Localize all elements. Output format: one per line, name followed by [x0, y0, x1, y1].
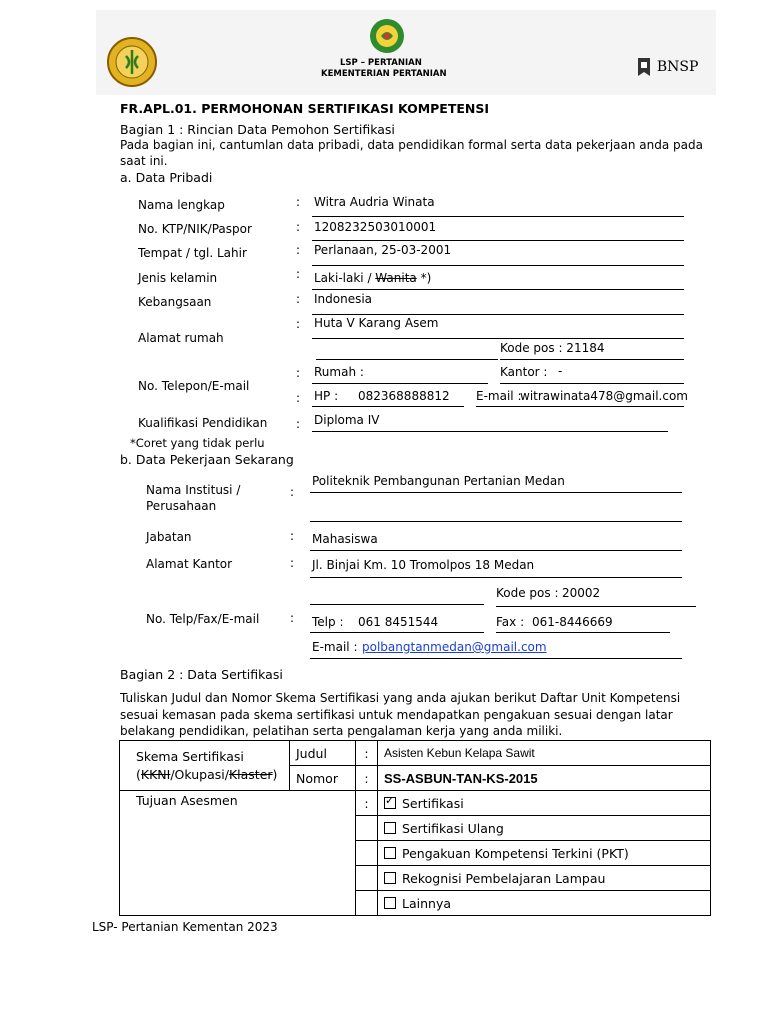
empty-cell — [356, 816, 378, 841]
bagian2-intro-line3: belakang pendidikan, pelatihan serta pengalaman kerja yang anda miliki. — [120, 724, 563, 738]
label-institusi-1: Nama Institusi / — [146, 483, 241, 497]
underline — [316, 359, 498, 360]
option-label: Rekognisi Pembelajaran Lampau — [402, 870, 606, 886]
section-a-heading: a. Data Pribadi — [120, 170, 213, 185]
value-ktp: 1208232503010001 — [314, 220, 437, 234]
nomor-label: Nomor — [290, 766, 356, 791]
jk-male: Laki-laki — [314, 271, 364, 285]
value-ttl: Perlanaan, 25-03-2001 — [314, 243, 452, 257]
underline — [500, 359, 684, 360]
underline — [476, 406, 684, 407]
tujuan-label: Tujuan Asesmen — [120, 791, 356, 916]
underline — [312, 383, 488, 384]
judul-label: Judul — [290, 741, 356, 766]
colon: : — [296, 391, 301, 405]
label-institusi-2: Perusahaan — [146, 499, 217, 513]
skema-type — [136, 766, 283, 784]
underline — [312, 216, 684, 217]
lsp-pertanian-logo-icon — [106, 36, 158, 88]
coret-note: *Coret yang tidak perlu — [130, 436, 265, 450]
underline — [312, 265, 684, 266]
skema-sertifikasi-table — [119, 740, 711, 916]
colon: : — [296, 220, 301, 234]
checkbox-checked-icon[interactable] — [384, 797, 396, 809]
kementerian-pertanian-emblem-icon — [369, 18, 405, 54]
label-jabatan: Jabatan — [146, 530, 192, 544]
bnsp-logo — [635, 56, 698, 78]
label-ttl: Tempat / tgl. Lahir — [138, 246, 247, 260]
underline — [310, 492, 682, 493]
value-hp: 082368888812 — [358, 389, 450, 403]
skema-okupasi: /Okupasi/ — [170, 766, 229, 782]
colon: : — [290, 611, 295, 625]
nomor-value: SS-ASBUN-TAN-KS-2015 — [378, 766, 711, 791]
underline — [312, 289, 684, 290]
label-nama: Nama lengkap — [138, 198, 225, 212]
value-institusi: Politeknik Pembangunan Pertanian Medan — [312, 474, 565, 488]
header-org-line2: KEMENTERIAN PERTANIAN — [321, 69, 447, 79]
header-org-line1: LSP – PERTANIAN — [340, 58, 422, 68]
colon: : — [296, 366, 301, 380]
label-email-kantor: E-mail : — [312, 640, 358, 654]
colon: : — [356, 741, 378, 766]
empty-cell — [356, 866, 378, 891]
label-telp-fax-email: No. Telp/Fax/E-mail — [146, 612, 260, 626]
underline — [496, 632, 670, 633]
bagian1-title: Bagian 1 : Rincian Data Pemohon Sertifikasi — [120, 122, 395, 137]
value-alamat: Huta V Karang Asem — [314, 316, 439, 330]
table-row — [120, 741, 711, 766]
value-kodepos-kantor: 20002 — [562, 586, 601, 600]
colon: : — [290, 485, 295, 499]
option-sertifikasi-ulang[interactable] — [378, 816, 711, 841]
option-pkt[interactable] — [378, 841, 711, 866]
paren-open: ( — [136, 766, 141, 782]
colon: : — [290, 556, 295, 570]
underline — [310, 658, 682, 659]
label-kodepos-kantor: Kode pos : — [496, 586, 559, 600]
value-nama: Witra Audria Winata — [314, 195, 435, 209]
underline — [310, 577, 682, 578]
underline — [310, 521, 682, 522]
value-kualifikasi: Diploma IV — [314, 413, 380, 427]
colon: : — [296, 317, 301, 331]
option-label: Pengakuan Kompetensi Terkini (PKT) — [402, 845, 629, 861]
value-telp-kantor: 061 8451544 — [358, 615, 439, 629]
colon: : — [296, 243, 301, 257]
jk-sep: / — [363, 271, 376, 285]
skema-kkni: KKNI — [140, 766, 171, 782]
option-lainnya[interactable] — [378, 891, 711, 916]
label-kualifikasi: Kualifikasi Pendidikan — [138, 416, 268, 430]
empty-cell — [356, 891, 378, 916]
value-email: witrawinata478@gmail.com — [520, 389, 688, 403]
label-ktp: No. KTP/NIK/Paspor — [138, 222, 252, 236]
bagian2-intro-line1: Tuliskan Judul dan Nomor Skema Sertifikasi yang anda ajukan berikut Daftar Unit Kompetensi — [120, 691, 681, 705]
header-strip — [96, 10, 716, 95]
checkbox-icon[interactable] — [384, 897, 396, 909]
underline — [310, 604, 484, 605]
value-jabatan: Mahasiswa — [312, 532, 378, 546]
value-alamat-kantor: Jl. Binjai Km. 10 Tromolpos 18 Medan — [312, 558, 535, 572]
label-email: E-mail : — [476, 389, 522, 403]
colon: : — [296, 292, 301, 306]
bagian2-title: Bagian 2 : Data Sertifikasi — [120, 667, 283, 682]
colon: : — [296, 195, 301, 209]
value-kodepos: Kode pos : 21184 — [500, 341, 605, 355]
skema-klaster: Klaster — [228, 766, 273, 782]
label-kantor: Kantor : — [500, 365, 548, 379]
underline — [312, 240, 684, 241]
bnsp-emblem-icon — [635, 56, 653, 78]
table-row — [120, 791, 711, 816]
underline — [312, 338, 684, 339]
skema-label: Skema Sertifikasi — [136, 748, 244, 764]
option-label: Sertifikasi — [402, 795, 464, 811]
option-label: Lainnya — [402, 895, 451, 911]
email-kantor-link[interactable]: polbangtanmedan@gmail.com — [362, 640, 547, 654]
section-b-heading: b. Data Pekerjaan Sekarang — [120, 452, 294, 467]
label-jenis-kelamin: Jenis kelamin — [138, 271, 218, 285]
underline — [310, 550, 682, 551]
jk-female: Wanita — [375, 271, 417, 285]
colon: : — [356, 791, 378, 816]
judul-value: Asisten Kebun Kelapa Sawit — [378, 741, 711, 766]
underline — [312, 431, 668, 432]
checkbox-icon[interactable] — [384, 847, 396, 859]
colon: : — [296, 267, 301, 281]
bagian1-intro-line2: saat ini. — [120, 154, 168, 168]
colon: : — [290, 529, 295, 543]
form-title: FR.APL.01. PERMOHONAN SERTIFIKASI KOMPETENSI — [120, 101, 490, 116]
empty-cell — [356, 841, 378, 866]
label-kebangsaan: Kebangsaan — [138, 295, 212, 309]
label-telepon: No. Telepon/E-mail — [138, 379, 250, 393]
bagian2-intro-line2: sesuai kemasan pada skema sertifikasi untuk mendapatkan pengakuan sesuai dengan latar — [120, 708, 673, 722]
underline — [500, 383, 684, 384]
footer-text: LSP- Pertanian Kementan 2023 — [92, 920, 278, 934]
underline — [310, 632, 484, 633]
bagian1-intro-line1: Pada bagian ini, cantumlan data pribadi, data pendidikan formal serta data pekerjaan anda pada — [120, 138, 703, 152]
paren-close: ) — [272, 766, 278, 782]
label-rumah: Rumah : — [314, 365, 364, 379]
colon: : — [296, 417, 301, 431]
bnsp-logo-text: BNSP — [656, 59, 699, 75]
colon: : — [356, 766, 378, 791]
label-alamat: Alamat rumah — [138, 331, 224, 345]
value-kebangsaan: Indonesia — [314, 292, 373, 306]
label-hp: HP : — [314, 389, 339, 403]
underline — [312, 314, 684, 315]
underline — [496, 606, 696, 607]
checkbox-icon[interactable] — [384, 872, 396, 884]
option-sertifikasi[interactable] — [378, 791, 711, 816]
value-kantor: - — [558, 364, 563, 378]
label-fax: Fax : — [496, 615, 525, 629]
value-fax: 061-8446669 — [532, 615, 613, 629]
value-jenis-kelamin — [314, 271, 431, 285]
underline — [312, 406, 464, 407]
option-label: Sertifikasi Ulang — [402, 820, 504, 836]
label-telp-kantor: Telp : — [312, 615, 344, 629]
checkbox-icon[interactable] — [384, 822, 396, 834]
jk-note: *) — [416, 271, 432, 285]
skema-label-cell — [120, 741, 290, 791]
label-alamat-kantor: Alamat Kantor — [146, 557, 233, 571]
option-rpl[interactable] — [378, 866, 711, 891]
